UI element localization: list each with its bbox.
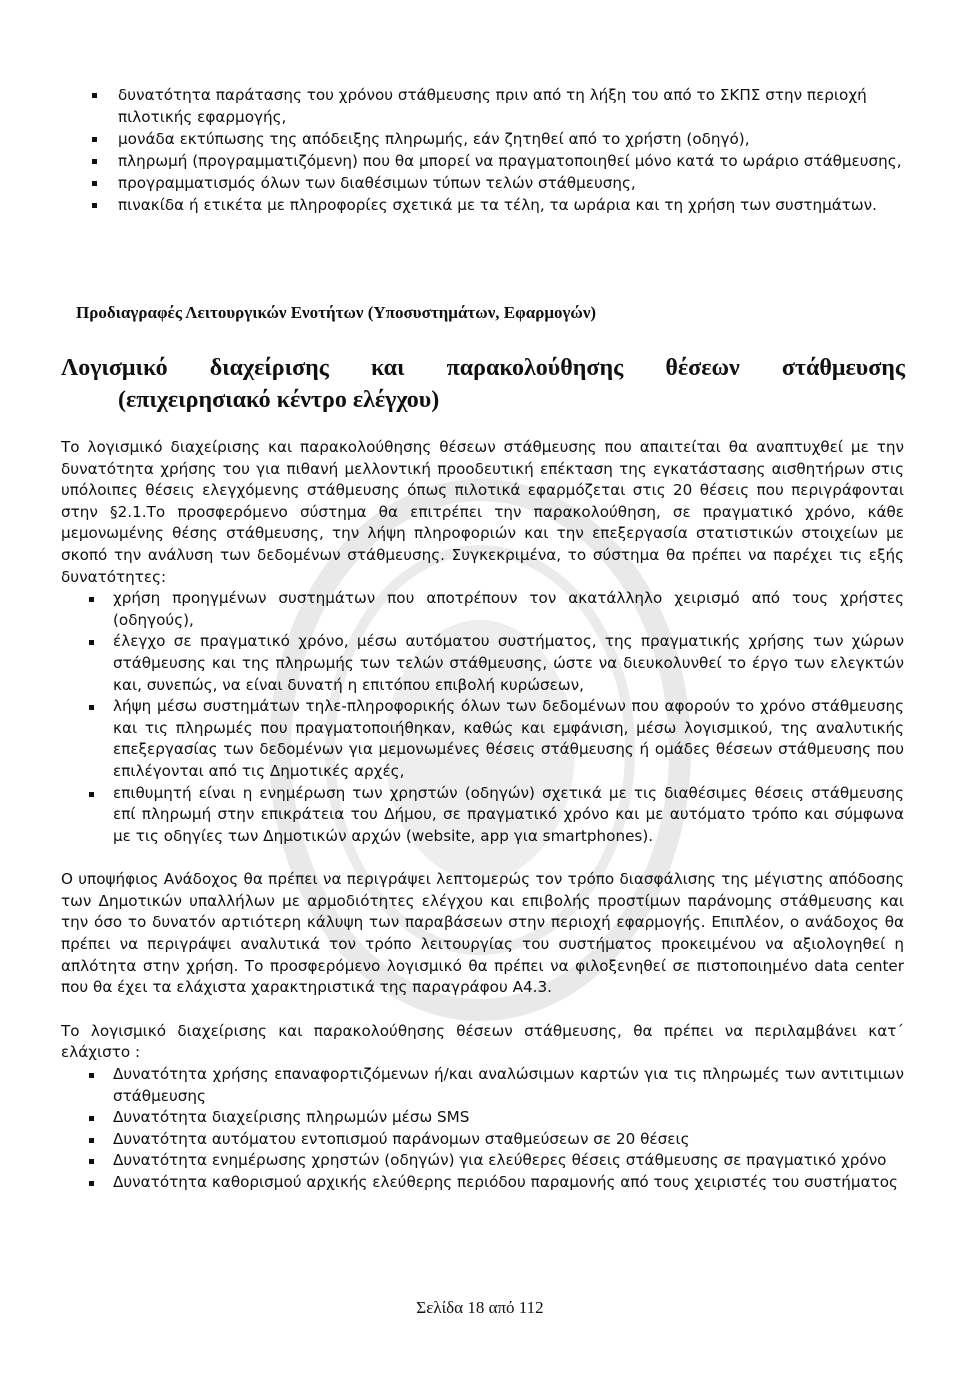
top-bullet-list: [66, 84, 912, 216]
list-item: χρήση προηγμένων συστημάτων που αποτρέπουν τον ακατάλληλο χειρισμό από τους χρήστες (οδηγούς),: [61, 588, 904, 631]
list-item: λήψη μέσω συστημάτων τηλε-πληροφορικής όλων των δεδομένων που αφορούν το χρόνο στάθμευσης και τις πληρωμές που πραγματοποιήθηκαν, καθώς και εμφάνιση, μέσω λογισμικού, της αναλυτικής επεξεργασίας των δεδομένων για μεμονωμένες θέσεις στάθμευσης ή ομάδες θέσεων στάθμευσης που επιλέγονται από τις Δημοτικές αρχές,: [61, 696, 904, 782]
list-item: πληρωμή (προγραμματιζόμενη) που θα μπορεί να πραγματοποιηθεί μόνο κατά το ωράριο στάθμευσης,: [66, 150, 912, 172]
list-item: πινακίδα ή ετικέτα με πληροφορίες σχετικά με τα τέλη, τα ωράρια και τη χρήση των συστημάτων.: [66, 194, 912, 216]
page-footer: Σελίδα 18 από 112: [416, 1298, 544, 1317]
list-item: έλεγχο σε πραγματικό χρόνο, μέσω αυτόματου συστήματος, της πραγματικής χρήσης των χώρων στάθμευσης και της πληρωμής των τελών στάθμευσης, ώστε να διευκολυνθεί το έργο των ελεγκτών και, συνεπώς, να είναι δυνατή η επιτόπου επιβολή κυρώσεων,: [61, 631, 904, 696]
list-item: Δυνατότητα αυτόματου εντοπισμού παράνομων σταθμεύσεων σε 20 θέσεις: [61, 1129, 904, 1151]
list-item: δυνατότητα παράτασης του χρόνου στάθμευσης πριν από τη λήξη του από το ΣΚΠΣ στην περιοχή πιλοτικής εφαρμογής,: [66, 84, 912, 128]
section-body: [61, 437, 904, 1194]
list-item: μονάδα εκτύπωσης της απόδειξης πληρωμής, εάν ζητηθεί από το χρήστη (οδηγό),: [66, 128, 912, 150]
list-item: Δυνατότητα καθορισμού αρχικής ελεύθερης περιόδου παραμονής από τους χειριστές του συστήματος: [61, 1172, 904, 1194]
section-heading: Προδιαγραφές Λειτουργικών Ενοτήτων (Υποσυστημάτων, Εφαρμογών): [76, 303, 597, 322]
module-title-line-2: (επιχειρησιακό κέντρο ελέγχου): [118, 387, 440, 413]
paragraph-intro: Το λογισμικό διαχείρισης και παρακολούθησης θέσεων στάθμευσης που απαιτείται θα αναπτυχθεί με την δυνατότητα χρήσης του για πιθανή μελλοντική προοδευτική επέκταση της εγκατάστασης αισθητήρων στις υπόλοιπες θέσεις ελεγχόμενης στάθμευσης όπως πιλοτικά εφαρμόζεται στις 20 θέσεις που περιγράφονται στην §2.1.Το προσφερόμενο σύστημα θα επιτρέπει την παρακολούθηση, σε πραγματικό χρόνο, κάθε μεμονωμένης θέσης στάθμευσης, την λήψη πληροφοριών και την επεξεργασία στατιστικών στοιχείων με σκοπό την ανάλυση των δεδομένων στάθμευσης. Συγκεκριμένα, το σύστημα θα πρέπει να παρέχει τις εξής δυνατότητες:: [61, 438, 904, 586]
list-item: επιθυμητή είναι η ενημέρωση των χρηστών (οδηγών) σχετικά με τις διαθέσιμες θέσεις στάθμευσης επί πληρωμή στην επικράτεια του Δήμου, σε πραγματικό χρόνο και με αυτόματο τρόπο και σύμφωνα με τις οδηγίες των Δημοτικών αρχών (website, app για smartphones).: [61, 783, 904, 848]
paragraph-contractor: Ο υποψήφιος Ανάδοχος θα πρέπει να περιγράψει λεπτομερώς τον τρόπο διασφάλισης της μέγιστης απόδοσης των Δημοτικών υπαλλήλων με αρμοδιότητες ελέγχου και επιβολής προστίμων παράνομης στάθμευσης και την όσο το δυνατόν αρτιότερη κάλυψη των παραβάσεων στην περιοχή εφαρμογής. Επιπλέον, ο ανάδοχος θα πρέπει να περιγράψει αναλυτικά τον τρόπο λειτουργίας του συστήματος προκειμένου να αξιολογηθεί η απλότητα στην χρήση. Το προσφερόμενο λογισμικό θα πρέπει να φιλοξενηθεί σε πιστοποιημένο data center που θα έχει τα ελάχιστα χαρακτηριστικά της παραγράφου Α4.3.: [61, 870, 904, 997]
list-item: προγραμματισμός όλων των διαθέσιμων τύπων τελών στάθμευσης,: [66, 172, 912, 194]
capabilities-list: [61, 588, 904, 847]
list-item: Δυνατότητα διαχείρισης πληρωμών μέσω SMS: [61, 1107, 904, 1129]
paragraph-minimum: Το λογισμικό διαχείρισης και παρακολούθησης θέσεων στάθμευσης, θα πρέπει να περιλαμβάνει κατ΄ ελάχιστο :: [61, 1021, 904, 1062]
list-item: Δυνατότητα ενημέρωσης χρηστών (οδηγών) για ελεύθερες θέσεις στάθμευσης σε πραγματικό χρόνο: [61, 1150, 904, 1172]
module-title-line-1: Λογισμικό διαχείρισης και παρακολούθησης θέσεων στάθμευσης: [61, 355, 905, 381]
features-list: [61, 1064, 904, 1194]
list-item: Δυνατότητα χρήσης επαναφορτιζόμενων ή/και αναλώσιμων καρτών για τις πληρωμές των αντιτιμιων στάθμευσης: [61, 1064, 904, 1107]
module-title: [61, 352, 905, 416]
